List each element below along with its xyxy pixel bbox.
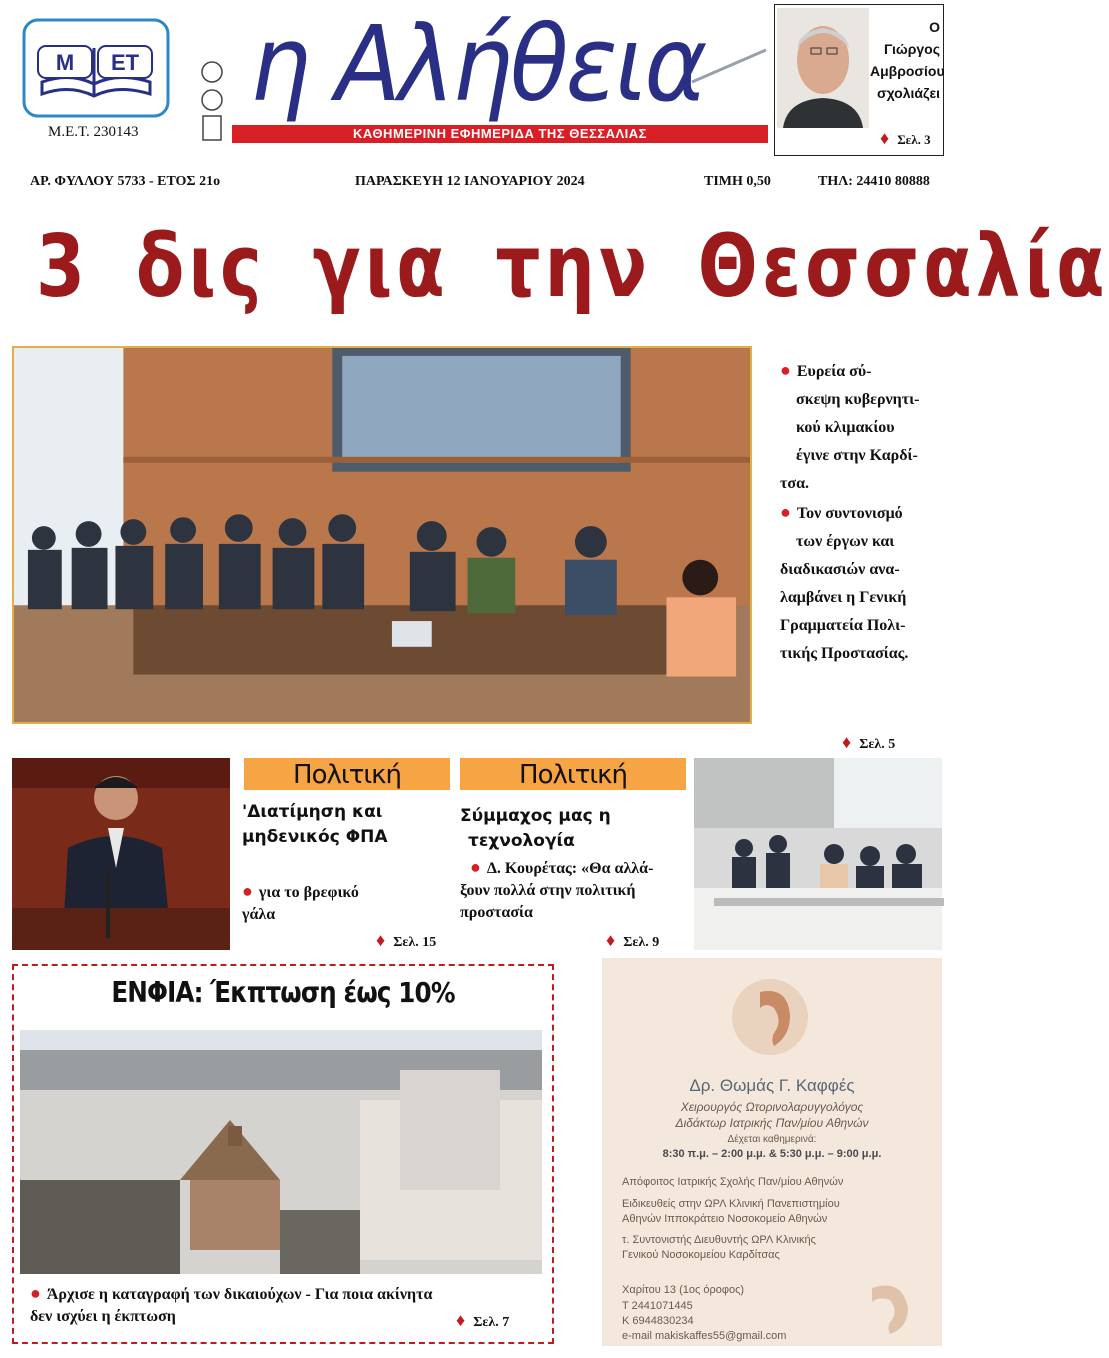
politics-left-page-ref[interactable]: Σελ. 15 xyxy=(393,935,437,950)
lead-b1-l2: σκεψη κυβερνητι- xyxy=(796,391,920,408)
section-tab-politics-left[interactable]: Πολιτική xyxy=(244,758,450,790)
main-headline[interactable]: 3 δις για την Θεσσαλία xyxy=(36,217,1109,317)
snowy-town-photo xyxy=(20,1030,542,1274)
issue-price: ΤΙΜΗ 0,50 xyxy=(704,174,771,189)
lead-b2-l3: διαδικασιών ανα- xyxy=(780,561,900,578)
enfia-title[interactable]: ΕΝΦΙΑ: Έκπτωση έως 10% xyxy=(111,976,455,1009)
lead-b1-l4: έγινε στην Καρδί- xyxy=(796,447,918,464)
section-tab-politics-right[interactable]: Πολιτική xyxy=(460,758,686,790)
met-logo xyxy=(22,18,170,118)
ear-watermark-icon xyxy=(852,1278,932,1338)
diamond-icon: ♦ xyxy=(456,1310,466,1330)
politics-right-title-l1[interactable]: Σύμμαχος μας η xyxy=(460,806,611,826)
lead-b2-l1: Τον συντονισμό xyxy=(796,505,903,522)
columnist-page-ref[interactable]: Σελ. 3 xyxy=(897,132,931,147)
conference-photo xyxy=(694,758,942,950)
ad-email[interactable]: e-mail makiskaffes55@gmail.com xyxy=(622,1330,787,1342)
diamond-icon: ♦ xyxy=(842,732,852,752)
certification-stamps xyxy=(200,58,224,142)
ear-logo-icon xyxy=(730,972,810,1062)
lead-b2-l5: Γραμματεία Πολι- xyxy=(780,617,906,634)
ad-address: Χαρίτου 13 (1ος όροφος) xyxy=(622,1284,745,1296)
lead-b2-l6: τικής Προστασίας. xyxy=(780,645,909,662)
lead-b1-l1: Ευρεία σύ- xyxy=(796,363,872,380)
ad-hours-label: Δέχεται καθημερινά: xyxy=(727,1134,817,1145)
bullet-dot-icon: ● xyxy=(30,1283,41,1303)
ad-mobile: Κ 6944830234 xyxy=(622,1315,694,1327)
ad-line1: Χειρουργός Ωτορινολαρυγγολόγος xyxy=(680,1100,864,1114)
politics-right-sub-l2: ξουν πολλά στην πολιτική xyxy=(460,882,636,899)
masthead-subtitle: ΚΑΘΗΜΕΡΙΝΗ ΕΦΗΜΕΡΙΔΑ ΤΗΣ ΘΕΣΣΑΛΙΑΣ xyxy=(353,126,647,141)
lead-page-ref[interactable]: Σελ. 5 xyxy=(859,737,896,752)
politics-right-page-ref[interactable]: Σελ. 9 xyxy=(623,935,660,950)
enfia-caption-l1: Άρχισε η καταγραφή των δικαιούχων - Για ποια ακίνητα xyxy=(46,1286,433,1303)
columnist-photo xyxy=(777,8,869,128)
enfia-page-ref[interactable]: Σελ. 7 xyxy=(473,1315,510,1330)
ad-phone: Τ 2441071445 xyxy=(622,1300,693,1312)
lead-b1-l5: τσα. xyxy=(780,475,810,492)
ad-doctor-name: Δρ. Θωμάς Γ. Καφφές xyxy=(689,1076,855,1095)
minister-photo xyxy=(12,758,230,950)
politics-right-sub-l1: Δ. Κουρέτας: «Θα αλλά- xyxy=(486,860,654,877)
lead-b2-l4: λαμβάνει η Γενική xyxy=(780,589,907,606)
columnist-line3: σχολιάζει xyxy=(877,85,940,101)
lead-b2-l2: των έργων και xyxy=(796,533,895,550)
ad-bullet3b: Γενικού Νοσοκομείου Καρδίτσας xyxy=(622,1249,780,1261)
diamond-icon: ♦ xyxy=(606,930,616,950)
ad-hours: 8:30 π.μ. – 2:00 μ.μ. & 5:30 μ.μ. – 9:00 μ.μ. xyxy=(662,1148,882,1160)
enfia-caption-l2: δεν ισχύει η έκπτωση xyxy=(30,1308,176,1325)
bullet-dot-icon: ● xyxy=(470,857,481,877)
ad-bullet2b: Αθηνών Ιπποκράτειο Νοσοκομείο Αθηνών xyxy=(622,1213,828,1225)
bullet-dot-icon: ● xyxy=(780,360,791,380)
ad-bullet2a: Ειδικευθείς στην ΩΡΛ Κλινική Πανεπιστημίου xyxy=(622,1198,840,1210)
met-code: Μ.Ε.Τ. 230143 xyxy=(48,124,139,140)
lead-b1-l3: κού κλιμακίου xyxy=(796,419,895,436)
issue-date: ΠΑΡΑΣΚΕΥΗ 12 ΙΑΝΟΥΑΡΙΟΥ 2024 xyxy=(355,174,585,189)
phone-number: ΤΗΛ: 24410 80888 xyxy=(818,174,930,189)
columnist-line1: Ο Γιώργος xyxy=(884,19,940,57)
politics-left-title-l1[interactable]: 'Διατίμηση και xyxy=(242,802,383,822)
ad-bullet1: Απόφοιτος Ιατρικής Σχολής Παν/μίου Αθηνών xyxy=(622,1176,844,1188)
diamond-icon: ♦ xyxy=(376,930,386,950)
pen-nib-icon xyxy=(690,46,770,86)
columnist-line2: Αμβροσίου xyxy=(870,63,945,79)
meeting-photo xyxy=(12,346,752,724)
masthead-title: η Αλήθεια xyxy=(250,3,705,125)
bullet-dot-icon: ● xyxy=(780,502,791,522)
politics-left-sub-l2: γάλα xyxy=(242,906,276,923)
diamond-icon: ♦ xyxy=(880,128,890,148)
ad-bullet3a: τ. Συντονιστής Διευθυντής ΩΡΛ Κλινικής xyxy=(622,1234,816,1246)
politics-right-title-l2[interactable]: τεχνολογία xyxy=(468,831,575,851)
issue-number: ΑΡ. ΦΥΛΛΟΥ 5733 - ΕΤΟΣ 21ο xyxy=(30,174,221,189)
bullet-dot-icon: ● xyxy=(242,881,253,901)
politics-right-sub-l3: προστασία xyxy=(460,904,533,921)
politics-left-title-l2[interactable]: μηδενικός ΦΠΑ xyxy=(242,827,388,847)
ad-line2: Διδάκτωρ Ιατρικής Παν/μίου Αθηνών xyxy=(675,1116,869,1130)
doctor-advertisement[interactable] xyxy=(602,958,942,1346)
politics-left-sub-l1: για το βρεφικό xyxy=(258,884,359,901)
logo-right-letters: ΕΤ xyxy=(110,50,140,75)
logo-left-letter: Μ xyxy=(55,50,75,75)
